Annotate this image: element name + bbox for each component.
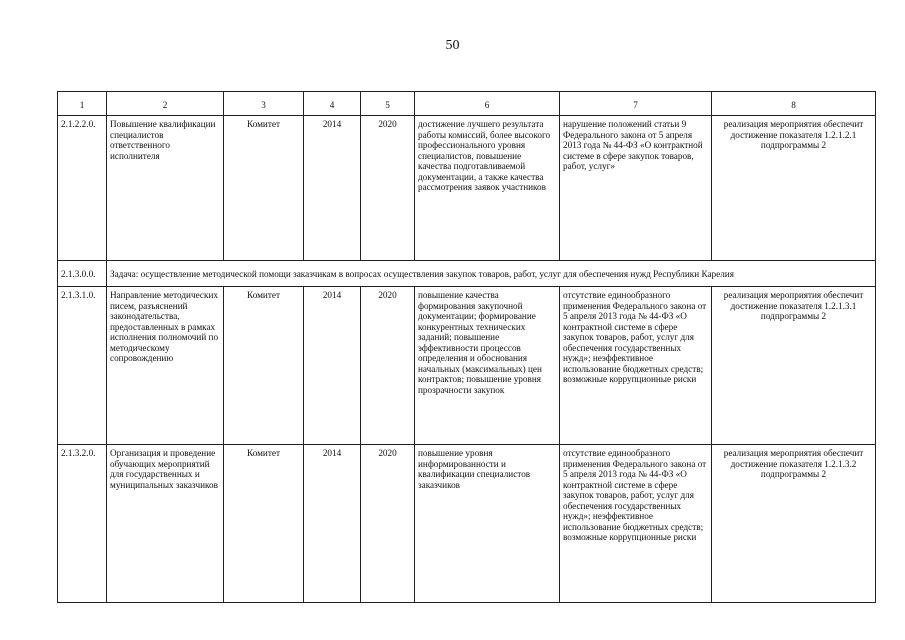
expected-result: достижение лучшего результата работы комиссий, более высокого профессионального уровня специалистов, повышение качества подготавливаемой документации, а также качества рассмотрения заявок участников: [415, 116, 560, 261]
expected-result: повышение качества формирования закупочной документации; формирование конкурентных технических заданий; повышение эффективности процессов определения и обоснования начальных (максимальных) цен контрактов; повышение уровня прозрачности закупок: [415, 287, 560, 445]
end-year: 2020: [361, 445, 415, 603]
start-year: 2014: [304, 445, 361, 603]
row-number: 2.1.3.2.0.: [58, 445, 107, 603]
executor: Комитет: [224, 116, 304, 261]
header-col-2: 2: [107, 92, 224, 116]
non-implementation-consequence: отсутствие единообразного применения Федерального закона от 5 апреля 2013 года № 44-ФЗ «О контрактной системе в сфере закупок товаров, работ, услуг для обеспечения государственных нужд»; неэффективное использование бюджетных средств; возможные коррупционные риски: [560, 445, 712, 603]
task-number: 2.1.3.0.0.: [58, 261, 107, 287]
expected-result: повышение уровня информированности и квалификации специалистов заказчиков: [415, 445, 560, 603]
page-number: 50: [445, 38, 460, 53]
header-col-4: 4: [304, 92, 361, 116]
indicator-link: реализация мероприятия обеспечит достижение показателя 1.2.1.3.2 подпрограммы 2: [712, 445, 876, 603]
header-col-5: 5: [361, 92, 415, 116]
executor: Комитет: [224, 287, 304, 445]
start-year: 2014: [304, 287, 361, 445]
measure-name: Направление методических писем, разъяснений законодательства, предоставленных в рамках исполнения полномочий по методическому сопровождению: [107, 287, 224, 445]
executor: Комитет: [224, 445, 304, 603]
start-year: 2014: [304, 116, 361, 261]
header-col-6: 6: [415, 92, 560, 116]
non-implementation-consequence: отсутствие единообразного применения Федерального закона от 5 апреля 2013 года № 44-ФЗ «О контрактной системе в сфере закупок товаров, работ, услуг для обеспечения государственных нужд»; неэффективное использование бюджетных средств; возможные коррупционные риски: [560, 287, 712, 445]
measure-name: Организация и проведение обучающих мероприятий для государственных и муниципальных заказчиков: [107, 445, 224, 603]
row-number: 2.1.2.2.0.: [58, 116, 107, 261]
end-year: 2020: [361, 116, 415, 261]
table-header-row: [58, 92, 876, 116]
header-col-1: 1: [58, 92, 107, 116]
measures-table: [57, 91, 876, 603]
table-row: [58, 287, 876, 445]
end-year: 2020: [361, 287, 415, 445]
measure-name: Повышение квалификации специалистов ответственного исполнителя: [107, 116, 224, 261]
header-col-8: 8: [712, 92, 876, 116]
header-col-7: 7: [560, 92, 712, 116]
table-row: [58, 116, 876, 261]
table-row: [58, 445, 876, 603]
non-implementation-consequence: нарушение положений статьи 9 Федерального закона от 5 апреля 2013 года № 44-ФЗ «О контрактной системе в сфере закупок товаров, работ, услуг»: [560, 116, 712, 261]
task-text: Задача: осуществление методической помощи заказчикам в вопросах осуществления закупок товаров, работ, услуг для обеспечения нужд Республики Карелия: [107, 261, 876, 287]
indicator-link: реализация мероприятия обеспечит достижение показателя 1.2.1.2.1 подпрограммы 2: [712, 116, 876, 261]
indicator-link: реализация мероприятия обеспечит достижение показателя 1.2.1.3.1 подпрограммы 2: [712, 287, 876, 445]
header-col-3: 3: [224, 92, 304, 116]
row-number: 2.1.3.1.0.: [58, 287, 107, 445]
task-row: [58, 261, 876, 287]
